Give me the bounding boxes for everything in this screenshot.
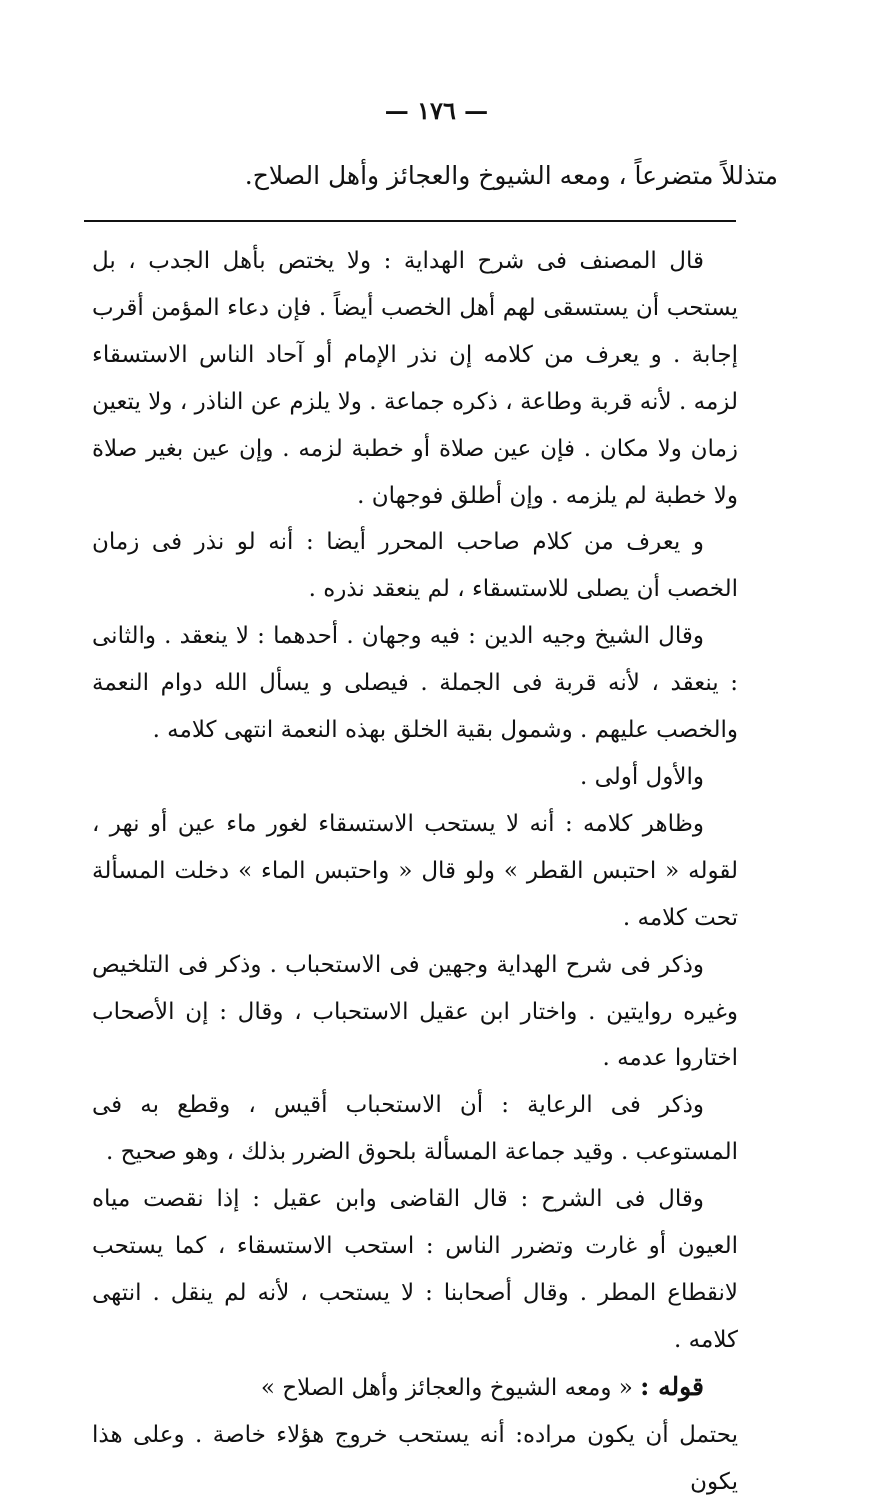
paragraph: وقال فى الشرح : قال القاضى وابن عقيل : إذا نقصت مياه العيون أو غارت وتضرر الناس : استحب الاستسقاء ، كما يستحب لانقطاع المطر . وقال أصحابنا : لا يستحب ، لأنه لم ينقل . انتهى كلامه . — [92, 1186, 738, 1353]
header-text-line: متذللاً متضرعاً ، ومعه الشيوخ والعجائز وأهل الصلاح. — [244, 161, 778, 190]
paragraph: وقال الشيخ وجيه الدين : فيه وجهان . أحدهما : لا ينعقد . والثانى : ينعقد ، لأنه قربة فى الجملة . فيصلى و يسأل الله دوام النعمة والخصب عليهم . وشمول بقية الخلق بهذه النعمة انتهى كلامه . — [92, 623, 738, 744]
commentary-body — [92, 238, 738, 1505]
paragraph: والأول أولى . — [579, 763, 704, 790]
qawl-quote: « ومعه الشيوخ والعجائز وأهل الصلاح » — [260, 1374, 633, 1401]
paragraph: قال المصنف فى شرح الهداية : ولا يختص بأهل الجدب ، بل يستحب أن يستسقى لهم أهل الخصب أيضاً . فإن دعاء المؤمن أقرب إجابة . و يعرف من كلامه إن نذر الإمام أو آحاد الناس الاستسقاء لزمه . لأنه قربة وطاعة ، ذكره جماعة . ولا يلزم عن الناذر ، ولا يتعين زمان ولا مكان . فإن عين صلاة أو خطبة لزمه . وإن عين بغير صلاة ولا خطبة لم يلزمه . وإن أطلق فوجهان . — [92, 248, 738, 509]
paragraph: وذكر فى الرعاية : أن الاستحباب أقيس ، وقطع به فى المستوعب . وقيد جماعة المسألة بلحوق الضرر بذلك ، وهو صحيح . — [92, 1092, 738, 1166]
qawl-heading — [92, 1364, 738, 1412]
paragraph: و يعرف من كلام صاحب المحرر أيضا : أنه لو نذر فى زمان الخصب أن يصلى للاستسقاء ، لم ينعقد نذره . — [92, 529, 738, 603]
header-divider — [84, 220, 736, 222]
paragraph: وذكر فى شرح الهداية وجهين فى الاستحباب . وذكر فى التلخيص وغيره روايتين . واختار ابن عقيل الاستحباب ، وقال : إن الأصحاب اختاروا عدمه . — [92, 951, 738, 1072]
page-number: — ١٧٦ — — [384, 96, 489, 125]
paragraph: يحتمل أن يكون مراده: أنه يستحب خروج هؤلاء خاصة . وعلى هذا يكون — [92, 1421, 738, 1495]
qawl-label: قوله : — [640, 1371, 704, 1401]
paragraph: وظاهر كلامه : أنه لا يستحب الاستسقاء لغور ماء عين أو نهر ، لقوله « احتبس القطر » ولو قال « واحتبس الماء » دخلت المسألة تحت كلامه . — [92, 810, 738, 931]
